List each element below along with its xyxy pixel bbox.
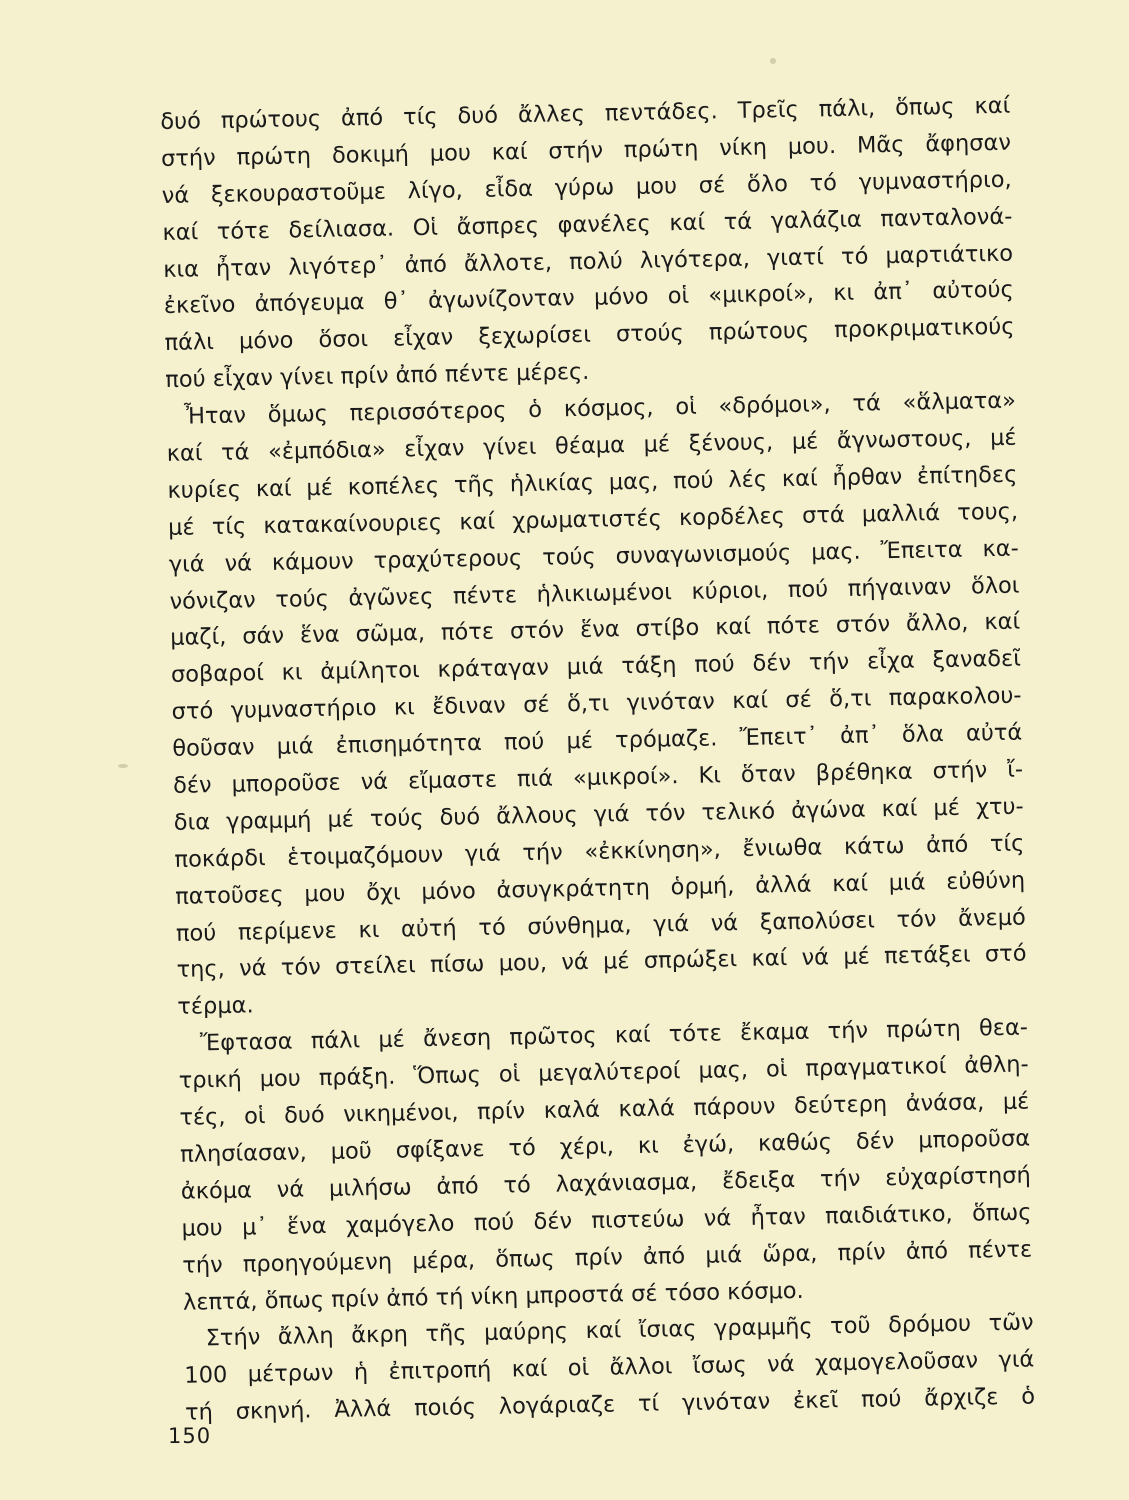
text-line: 100 μέτρων ἡ ἐπιτροπή καί οἱ ἄλλοι ἴσως νά χαμογελοῦσαν γιά xyxy=(184,1346,1035,1390)
text-line: γιά νά κάμουν τραχύτερους τούς συναγωνισμούς μας. Ἔπειτα κα- xyxy=(168,535,1019,578)
paper-speck xyxy=(770,58,776,64)
text-line: μαζί, σάν ἕνα σῶμα, πότε στόν ἕνα στίβο καί πότε στόν ἄλλο, καί xyxy=(170,609,1021,652)
text-line: δυό πρώτους ἀπό τίς δυό ἄλλες πεντάδες. Τρεῖς πάλι, ὅπως καί xyxy=(160,92,1011,135)
text-line: πού εἶχαν γίνει πρίν ἀπό πέντε μέρες. xyxy=(165,359,590,394)
body-text xyxy=(160,88,1035,1432)
text-line: τή σκηνή. Ἀλλά ποιός λογάριαζε τί γινόταν ἐκεῖ πού ἄρχιζε ὁ xyxy=(184,1383,1036,1426)
text-line: Ἔφτασα πάλι μέ ἄνεση πρῶτος καί τότε ἔκαμα τήν πρώτη θεα- xyxy=(199,1014,1029,1057)
text-line: κια ἦταν λιγότερ᾽ ἀπό ἄλλοτε, πολύ λιγότερα, γιατί τό μαρτιάτικο xyxy=(162,240,1014,283)
text-line: νά ξεκουραστοῦμε λίγο, εἶδα γύρω μου σέ ὅλο τό γυμναστήριο, xyxy=(161,166,1012,209)
text-line: ἐκεῖνο ἀπόγευμα θ᾽ ἀγωνίζονταν μόνο οἱ «μικροί», κι ἀπ᾽ αὐτούς xyxy=(163,277,1014,320)
text-line: πατοῦσες μου ὄχι μόνο ἀσυγκράτητη ὁρμή, ἀλλά καί μιά εὐθύνη xyxy=(174,867,1026,910)
text-line: στήν πρώτη δοκιμή μου καί στήν πρώτη νίκη μου. Μᾶς ἄφησαν xyxy=(160,129,1012,172)
text-line: κυρίες καί μέ κοπέλες τῆς ἡλικίας μας, πού λές καί ἦρθαν ἐπίτηδες xyxy=(167,461,1018,504)
text-line: τήν προηγούμενη μέρα, ὅπως πρίν ἀπό μιά ὥρα, πρίν ἀπό πέντε xyxy=(182,1236,1033,1279)
text-line: τές, οἱ δυό νικημένοι, πρίν καλά καλά πάρουν δεύτερη ἀνάσα, μέ xyxy=(179,1088,1030,1131)
text-line: καί τότε δείλιασα. Οἱ ἄσπρες φανέλες καί τά γαλάζια πανταλονά- xyxy=(162,203,1013,246)
text-line: πλησίασαν, μοῦ σφίξανε τό χέρι, κι ἐγώ, καθώς δέν μποροῦσα xyxy=(179,1125,1031,1168)
page-number: 150 xyxy=(168,1424,212,1448)
text-line: της, νά τόν στείλει πίσω μου, νά μέ σπρώξει καί νά μέ πετάξει στό xyxy=(176,941,1027,984)
text-line: μου μ᾽ ἕνα χαμόγελο πού δέν πιστεύω νά ἦταν παιδιάτικο, ὅπως xyxy=(181,1199,1032,1242)
text-line: σοβαροί κι ἀμίλητοι κράταγαν μιά τάξη πού δέν τήν εἶχα ξαναδεῖ xyxy=(170,645,1022,689)
text-line: πού περίμενε κι αὐτή τό σύνθημα, γιά νά ξαπολύσει τόν ἄνεμό xyxy=(175,904,1027,947)
text-line: δια γραμμή μέ τούς δυό ἄλλους γιά τόν τελικό ἀγώνα καί μέ χτυ- xyxy=(173,793,1024,836)
text-line: λεπτά, ὅπως πρίν ἀπό τή νίκη μπροστά σέ τόσο κόσμο. xyxy=(182,1277,804,1316)
text-line: θοῦσαν μιά ἐπισημότητα πού μέ τρόμαζε. Ἔπειτ᾽ ἀπ᾽ ὅλα αὐτά xyxy=(172,719,1023,763)
text-line: Στήν ἄλλη ἄκρη τῆς μαύρης καί ἴσιας γραμμῆς τοῦ δρόμου τῶν xyxy=(205,1309,1034,1352)
text-line: μέ τίς κατακαίνουριες καί χρωματιστές κορδέλες στά μαλλιά τους, xyxy=(167,498,1019,541)
text-line: ποκάρδι ἑτοιμαζόμουν γιά τήν «ἐκκίνηση», ἔνιωθα κάτω ἀπό τίς xyxy=(174,830,1025,873)
paper-speck xyxy=(118,764,128,768)
text-line: δέν μποροῦσε νά εἴμαστε πιά «μικροί». Κι ὅταν βρέθηκα στήν ἴ- xyxy=(172,756,1024,799)
text-line: στό γυμναστήριο κι ἔδιναν σέ ὅ,τι γινόταν καί σέ ὅ,τι παρακολου- xyxy=(171,682,1022,726)
text-line: τέρμα. xyxy=(177,992,254,1021)
text-line: Ἦταν ὅμως περισσότερος ὁ κόσμος, οἱ «δρόμοι», τά «ἅλματα» xyxy=(183,387,1017,430)
text-line: ἀκόμα νά μιλήσω ἀπό τό λαχάνιασμα, ἔδειξα τήν εὐχαρίστησή xyxy=(180,1162,1031,1205)
text-line: πάλι μόνο ὅσοι εἶχαν ξεχωρίσει στούς πρώτους προκριματικούς xyxy=(164,313,1015,357)
text-line: καί τά «ἐμπόδια» εἶχαν γίνει θέαμα μέ ξένους, μέ ἄγνωστους, μέ xyxy=(166,424,1017,467)
text-line: νόνιζαν τούς ἀγῶνες πέντε ἡλικιωμένοι κύριοι, πού πήγαιναν ὅλοι xyxy=(169,572,1020,615)
text-line: τρική μου πράξη. Ὅπως οἱ μεγαλύτεροί μας, οἱ πραγματικοί ἀθλη- xyxy=(178,1051,1029,1094)
